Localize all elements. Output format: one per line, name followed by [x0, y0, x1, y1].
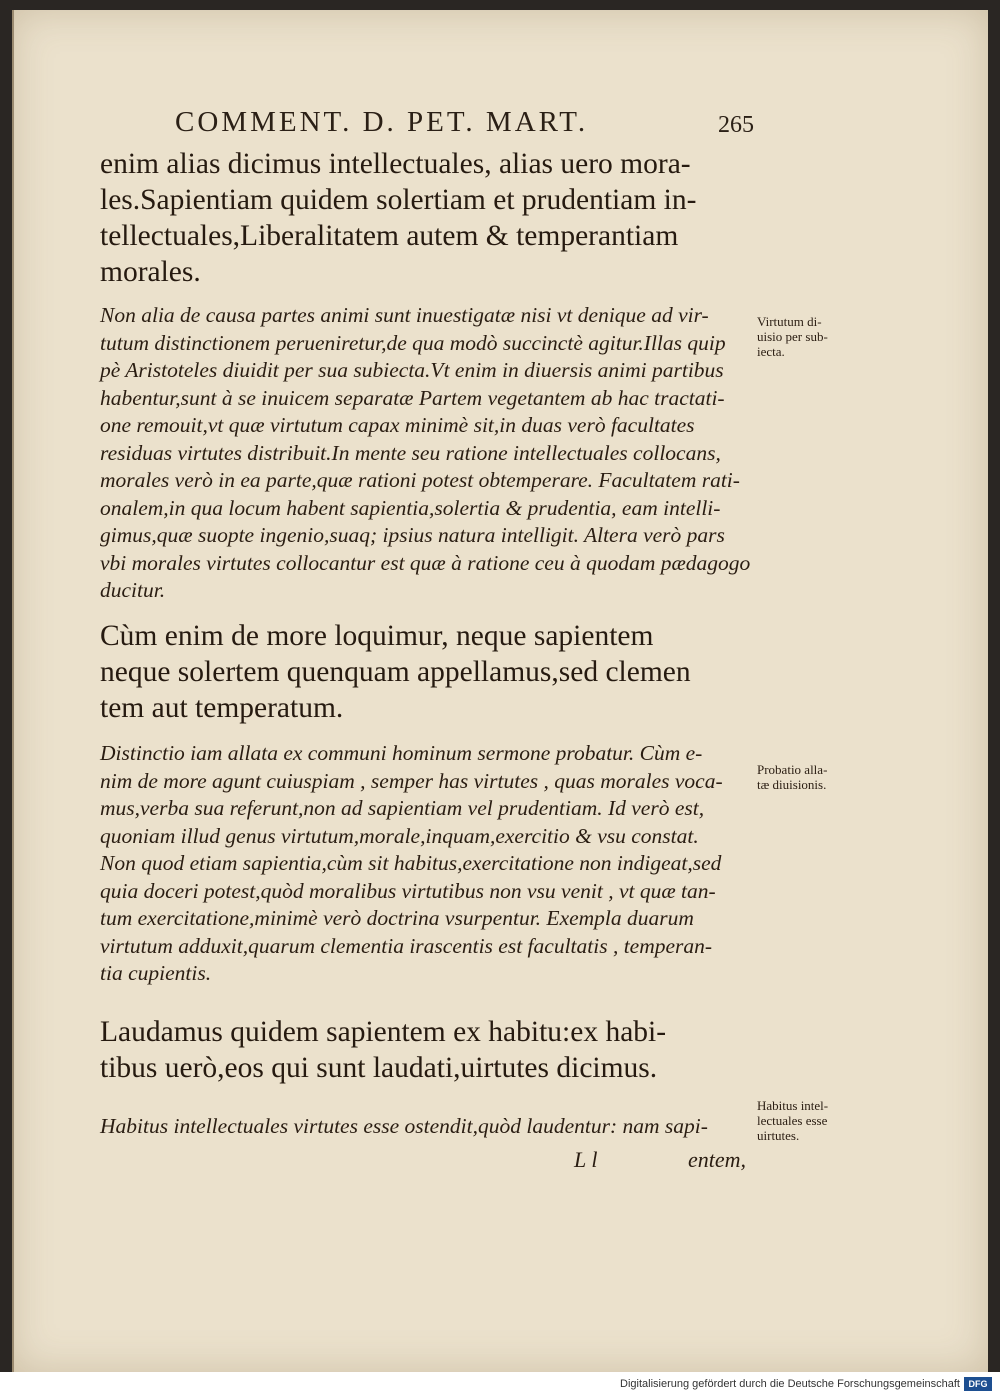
text-line: Non alia de causa partes animi sunt inuestigatæ nisi vt denique ad vir- [100, 303, 709, 327]
text-line: gimus,quæ suopte ingenio,suaq; ipsius natura intelligit. Altera verò pars [100, 523, 725, 547]
text-line: Habitus intellectuales virtutes esse ostendit,quòd laudentur: nam sapi- [100, 1114, 708, 1138]
text-line: onalem,in qua locum habent sapientia,solertia & prudentia, eam intelli- [100, 495, 721, 520]
text-line: tutum distinctionem perueniretur,de qua modò succinctè agitur.Illas quip [100, 330, 726, 355]
running-title: COMMENT. D. PET. MART. [175, 106, 589, 138]
text-line: mus,verba sua referunt,non ad sapientiam vel prudentiam. Id verò est, [100, 796, 705, 820]
text-line: tem aut temperatum. [100, 692, 344, 724]
text-line: Distinctio iam allata ex communi hominum sermone probatur. Cùm e- [100, 741, 703, 765]
catchword: entem, [688, 1147, 747, 1172]
marginal-note-3 [757, 1098, 857, 1143]
marginal-line: tæ diuisionis. [757, 777, 827, 792]
marginal-line: uisio per sub- [757, 329, 828, 344]
text-line: habentur,sunt à se inuicem separatæ Partem vegetantem ab hac tractati- [100, 385, 725, 410]
text-line: tibus uerò,eos qui sunt laudati,uirtutes dicimus. [100, 1052, 658, 1084]
commentary-block-1 [100, 302, 755, 605]
text-line: residuas virtutes distribuit.In mente seu ratione intellectuales collocans, [100, 440, 721, 465]
text-line: ducitur. [100, 578, 166, 602]
text-line: Cùm enim de more loquimur, neque sapientem [100, 620, 654, 652]
lemma-block-1 [100, 146, 740, 290]
text-line: tum exercitatione,minimè verò doctrina vsurpentur. Exempla duarum [100, 906, 694, 930]
text-line: virtutum adduxit,quarum clementia irascentis est facultatis , temperan- [100, 933, 713, 958]
text-line: quia doceri potest,quòd moralibus virtutibus non vsu venit , vt quæ tan- [100, 878, 716, 903]
marginal-line: Habitus intel- [757, 1098, 829, 1113]
page-number: 265 [718, 112, 754, 138]
text-line: enim alias dicimus intellectuales, alias uero mora- [100, 148, 691, 180]
marginal-line: Virtutum di- [757, 314, 822, 329]
lemma-block-3 [100, 1014, 740, 1086]
digitization-credit: Digitalisierung gefördert durch die Deutsche Forschungsgemeinschaft [620, 1378, 960, 1390]
marginal-line: Probatio alla- [757, 762, 828, 777]
marginal-line: uirtutes. [757, 1128, 800, 1143]
commentary-block-2 [100, 740, 755, 988]
marginal-note-2 [757, 762, 857, 792]
lemma-block-2 [100, 618, 740, 726]
text-line: neque solertem quenquam appellamus,sed clemen [100, 656, 691, 688]
marginal-line: iecta. [757, 344, 785, 359]
text-line: les.Sapientiam quidem solertiam et prudentiam in- [100, 184, 697, 216]
text-line: morales. [100, 256, 201, 288]
commentary-block-3 [100, 1113, 755, 1141]
text-line: nim de more agunt cuiuspiam , semper has virtutes , quas morales voca- [100, 768, 723, 793]
text-line: morales verò in ea parte,quæ rationi potest obtemperare. Facultatem rati- [100, 468, 740, 492]
text-line: Laudamus quidem sapientem ex habitu:ex habi- [100, 1016, 667, 1048]
dfg-logo-icon: DFG [964, 1377, 992, 1391]
signature-mark: L l [574, 1147, 598, 1172]
marginal-note-1 [757, 314, 857, 359]
text-line: Non quod etiam sapientia,cùm sit habitus,exercitatione non indigeat,sed [100, 851, 722, 875]
text-line: pè Aristoteles diuidit per sua subiecta.Vt enim in diuersis animi partibus [100, 358, 724, 382]
text-line: tellectuales,Liberalitatem autem & temperantiam [100, 220, 679, 252]
text-line: tia cupientis. [100, 961, 212, 985]
text-line: vbi morales virtutes collocantur est quæ à ratione ceu à quodam pædagogo [100, 550, 751, 575]
text-line: one remouit,vt quæ virtutum capax minimè sit,in duas verò facultates [100, 413, 695, 437]
marginal-line: lectuales esse [757, 1113, 828, 1128]
text-line: quoniam illud genus virtutum,morale,inquam,exercitio & vsu constat. [100, 823, 699, 848]
page-edge [12, 10, 14, 1372]
